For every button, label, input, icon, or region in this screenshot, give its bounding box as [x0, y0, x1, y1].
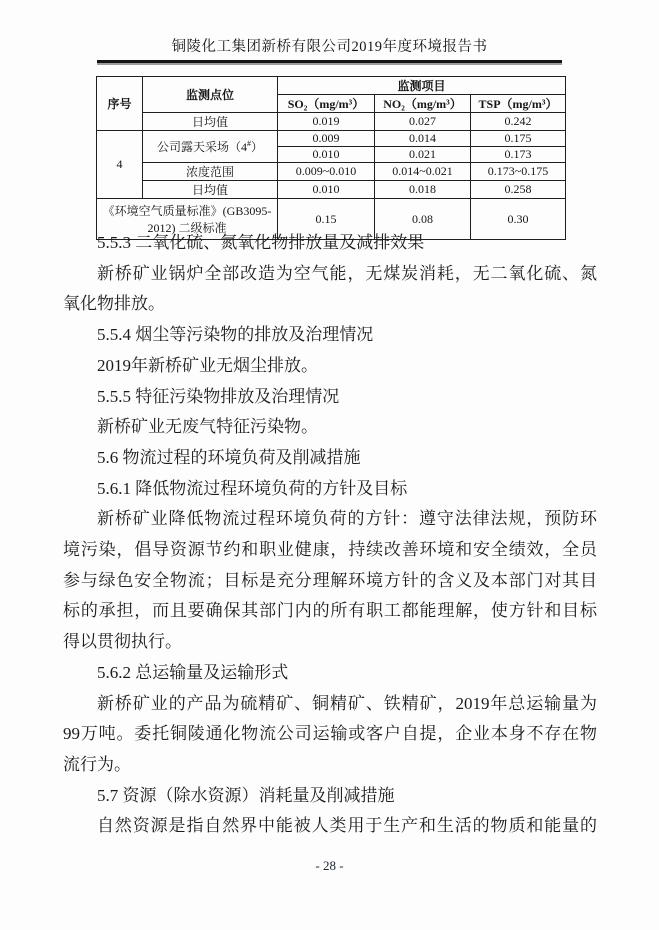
value-tsp: 0.173~0.175	[471, 163, 566, 181]
monitoring-site-cell	[143, 131, 278, 163]
paragraph-line: 参与绿色安全物流；目标是充分理解环境方针的含义及本部门对其目	[63, 570, 597, 590]
air-quality-monitoring-table	[96, 76, 566, 240]
section-heading: 5.6.1 降低物流过程环境负荷的方针及目标	[97, 478, 408, 498]
col-header-so2: SO₂（mg/m³）	[278, 95, 375, 113]
paragraph-line: 得以贯彻执行。	[63, 632, 182, 652]
value-so2: 0.019	[278, 113, 375, 131]
paragraph-line: 氧化物排放。	[63, 294, 165, 314]
col-header-point: 监测点位	[143, 77, 278, 113]
col-header-no2: NO₂（mg/m³）	[375, 95, 471, 113]
paragraph-line: 99万吨。委托铜陵通化物流公司运输或客户自提，企业本身不存在物	[63, 724, 597, 744]
col-header-items-group: 监测项目	[278, 77, 566, 95]
paragraph-line: 新桥矿业的产品为硫精矿、铜精矿、铁精矿，2019年总运输量为	[97, 693, 597, 713]
value-tsp: 0.173	[471, 147, 566, 163]
site-label-superscript: #	[247, 139, 251, 148]
row-label: 浓度范围	[143, 163, 278, 181]
document-header-title: 铜陵化工集团新桥有限公司2019年度环境报告书	[171, 39, 488, 55]
table-header-row-1	[97, 77, 566, 95]
index-cell: 4	[97, 131, 143, 199]
site-label-close: ）	[251, 140, 264, 154]
value-no2: 0.014~0.021	[375, 163, 471, 181]
paragraph-line: 新桥矿业无废气特征污染物。	[97, 417, 318, 437]
table-row	[97, 113, 566, 131]
header-divider-rule	[97, 60, 562, 65]
row-label: 日均值	[143, 181, 278, 199]
value-no2: 0.014	[375, 131, 471, 147]
section-heading: 5.6.2 总运输量及运输形式	[97, 662, 289, 682]
row-label: 日均值	[143, 113, 278, 131]
page-number: - 28 -	[315, 858, 344, 873]
value-so2: 0.010	[278, 147, 375, 163]
standard-tsp: 0.30	[471, 199, 566, 240]
section-heading: 5.6 物流过程的环境负荷及削减措施	[97, 447, 361, 467]
value-tsp: 0.258	[471, 181, 566, 199]
table-row	[97, 131, 566, 147]
value-so2: 0.010	[278, 181, 375, 199]
value-no2: 0.018	[375, 181, 471, 199]
paragraph-line: 流行为。	[63, 754, 131, 774]
section-heading: 5.5.3 二氧化硫、氮氧化物排放量及减排效果	[97, 233, 425, 252]
section-heading: 5.5.4 烟尘等污染物的排放及治理情况	[97, 325, 374, 345]
paragraph-line: 自然资源是指自然界中能被人类用于生产和生活的物质和能量的	[97, 816, 597, 836]
site-label: 公司露天采场（4	[156, 140, 247, 154]
section-heading: 5.5.5 特征污染物排放及治理情况	[97, 386, 340, 406]
paragraph-line: 新桥矿业锅炉全部改造为空气能，无煤炭消耗，无二氧化硫、氮	[97, 263, 597, 283]
table-row	[97, 181, 566, 199]
col-header-tsp: TSP（mg/m³）	[471, 95, 566, 113]
value-so2: 0.009	[278, 131, 375, 147]
table-row	[97, 163, 566, 181]
value-so2: 0.009~0.010	[278, 163, 375, 181]
paragraph-line: 2019年新桥矿业无烟尘排放。	[97, 355, 318, 375]
paragraph-line: 标的承担，而且要确保其部门内的所有职工都能理解，使方针和目标	[63, 601, 597, 621]
paragraph-line: 新桥矿业降低物流过程环境负荷的方针：遵守法律法规，预防环	[97, 509, 597, 529]
value-tsp: 0.242	[471, 113, 566, 131]
col-header-index: 序号	[97, 77, 143, 131]
standard-so2: 0.15	[278, 199, 375, 240]
document-body	[63, 228, 597, 842]
value-no2: 0.021	[375, 147, 471, 163]
standard-label: 《环境空气质量标准》(GB3095-2012) 二级标准	[97, 199, 278, 240]
paragraph-line: 境污染，倡导资源节约和职业健康，持续改善环境和安全绩效，全员	[63, 540, 597, 560]
value-no2: 0.027	[375, 113, 471, 131]
section-heading: 5.7 资源（除水资源）消耗量及削减措施	[97, 785, 395, 805]
standard-no2: 0.08	[375, 199, 471, 240]
value-tsp: 0.175	[471, 131, 566, 147]
